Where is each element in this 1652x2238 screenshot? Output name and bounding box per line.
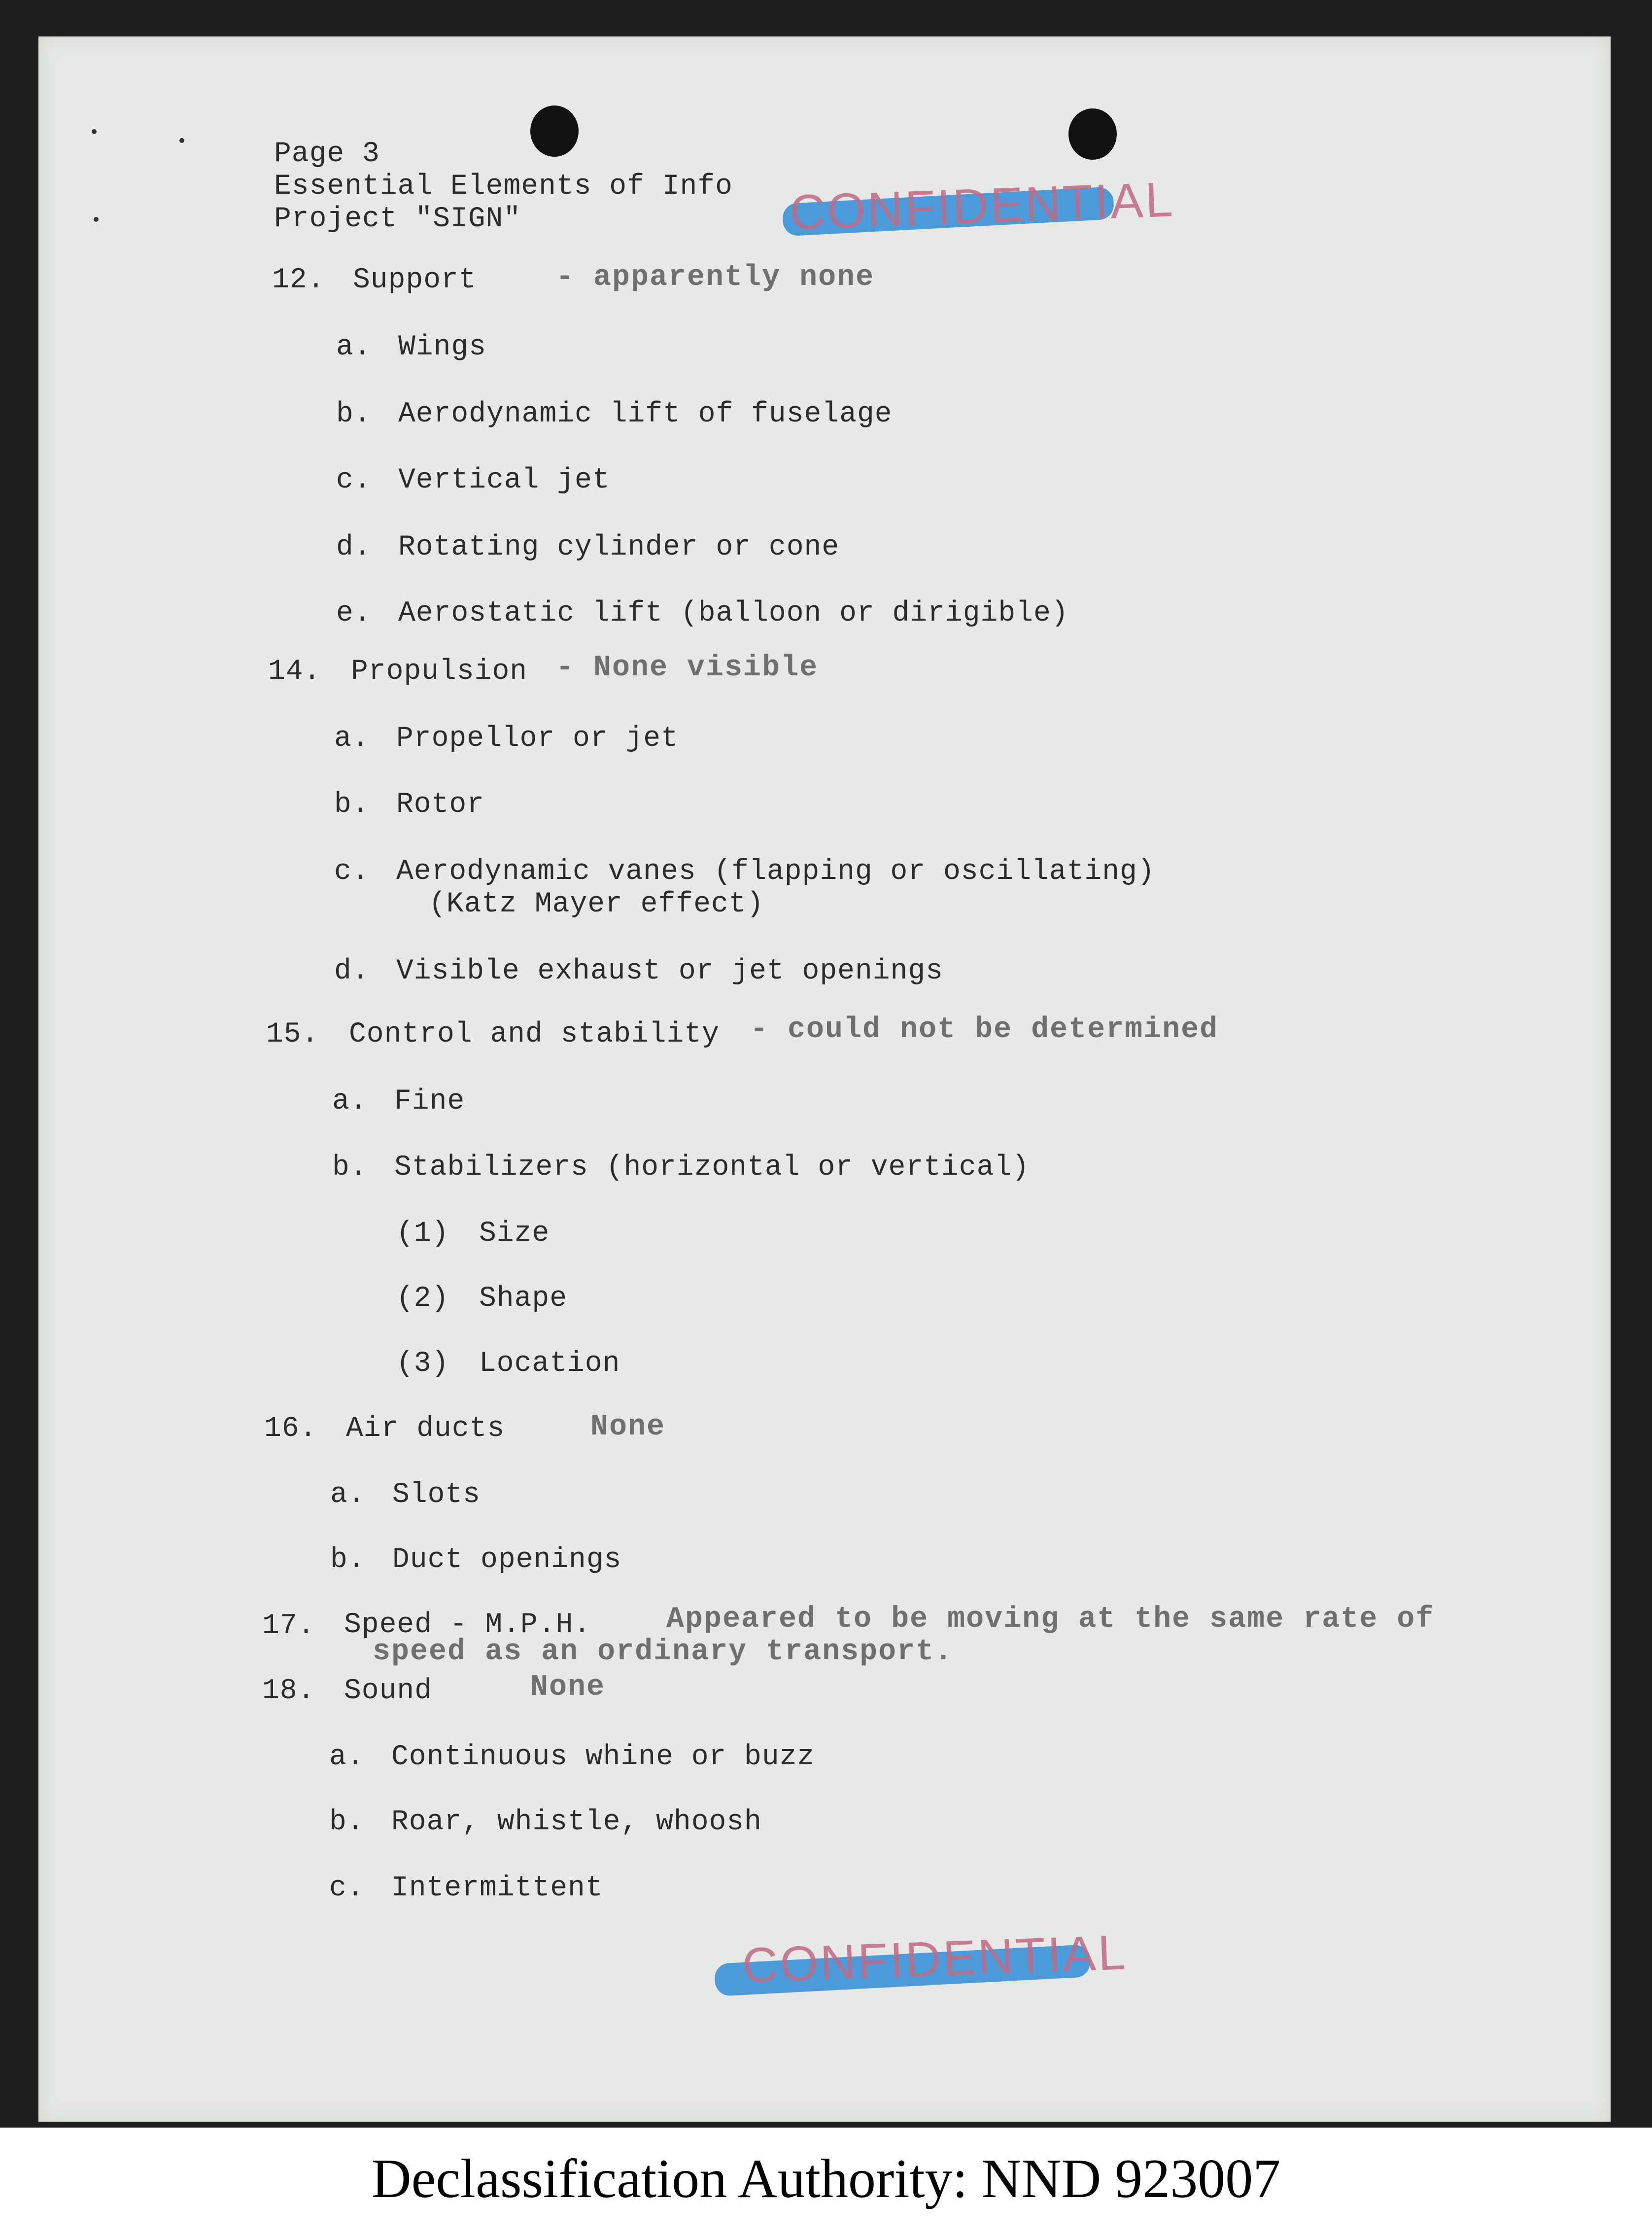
document-page	[38, 36, 1611, 2122]
item-note: - apparently none	[556, 261, 875, 294]
item-label: Speed - M.P.H.	[344, 1609, 591, 1641]
sub-text-continued: (Katz Mayer effect)	[429, 888, 764, 920]
subsub-number: (2)	[396, 1283, 449, 1315]
sub-letter: c.	[329, 1872, 365, 1904]
sub-text: Fine	[394, 1085, 465, 1118]
sub-letter: c.	[336, 464, 372, 496]
declassification-footer: Declassification Authority: NND 923007	[371, 2148, 1281, 2209]
item-note: None	[590, 1410, 666, 1444]
sub-letter: b.	[334, 789, 370, 821]
sub-text: Vertical jet	[398, 464, 610, 496]
header-page: Page 3	[274, 138, 380, 170]
subsub-text: Location	[479, 1348, 620, 1380]
item-number: 17.	[262, 1610, 315, 1642]
header-project: Project "SIGN"	[274, 203, 521, 235]
item-label: Propulsion	[351, 656, 528, 688]
item-number: 16.	[264, 1413, 317, 1445]
sub-letter: a.	[330, 1479, 366, 1511]
item-label: Support	[353, 264, 477, 296]
sub-text: Duct openings	[392, 1544, 622, 1576]
sub-letter: b.	[329, 1806, 365, 1838]
subsub-text: Shape	[479, 1283, 568, 1315]
sub-text: Aerostatic lift (balloon or dirigible)	[398, 597, 1069, 629]
speck	[94, 217, 99, 222]
sub-text: Continuous whine or buzz	[391, 1741, 815, 1773]
sub-letter: a.	[336, 331, 372, 363]
subsub-text: Size	[479, 1218, 550, 1250]
item-number: 12.	[272, 264, 325, 296]
sub-text: Wings	[398, 331, 487, 363]
item-note: - None visible	[556, 651, 819, 685]
sub-text: Aerodynamic lift of fuselage	[398, 398, 893, 430]
sub-text: Stabilizers (horizontal or vertical)	[394, 1152, 1030, 1184]
sub-text: Propellor or jet	[396, 723, 679, 755]
sub-letter: d.	[336, 531, 372, 563]
item-number: 18.	[262, 1675, 315, 1707]
sub-letter: d.	[334, 955, 370, 987]
speck	[179, 138, 184, 143]
subsub-number: (3)	[396, 1348, 449, 1380]
item-note-line1: Appeared to be moving at the same rate of	[666, 1603, 1435, 1636]
sub-letter: a.	[329, 1741, 365, 1773]
header-subject: Essential Elements of Info	[274, 171, 733, 203]
item-label: Control and stability	[349, 1018, 720, 1050]
sub-letter: a.	[332, 1085, 368, 1118]
sub-letter: a.	[334, 723, 370, 755]
sub-letter: b.	[332, 1152, 368, 1184]
sub-text: Rotor	[396, 789, 485, 821]
item-note-line2: speed as an ordinary transport.	[373, 1635, 954, 1669]
item-number: 15.	[266, 1018, 319, 1050]
sub-text: Slots	[392, 1479, 481, 1511]
sub-text: Visible exhaust or jet openings	[396, 955, 943, 987]
item-label: Sound	[344, 1675, 433, 1707]
sub-letter: c.	[334, 856, 370, 888]
sub-text: Intermittent	[391, 1872, 603, 1904]
punch-hole-left	[530, 105, 579, 157]
sub-text: Aerodynamic vanes (flapping or oscillating)	[396, 856, 1155, 888]
item-note: - could not be determined	[750, 1013, 1219, 1047]
speck	[92, 129, 97, 134]
item-note: None	[530, 1671, 606, 1704]
item-label: Air ducts	[346, 1413, 505, 1445]
punch-hole-right	[1068, 108, 1117, 160]
item-number: 14.	[268, 656, 321, 688]
sub-letter: b.	[330, 1544, 366, 1576]
sub-text: Rotating cylinder or cone	[398, 531, 840, 563]
subsub-number: (1)	[396, 1218, 449, 1250]
stamp-text: CONFIDENTIAL	[741, 1924, 1129, 1993]
sub-letter: e.	[336, 597, 372, 629]
sub-text: Roar, whistle, whoosh	[391, 1806, 762, 1838]
sub-letter: b.	[336, 398, 372, 430]
stamp-text: CONFIDENTIAL	[789, 172, 1176, 241]
